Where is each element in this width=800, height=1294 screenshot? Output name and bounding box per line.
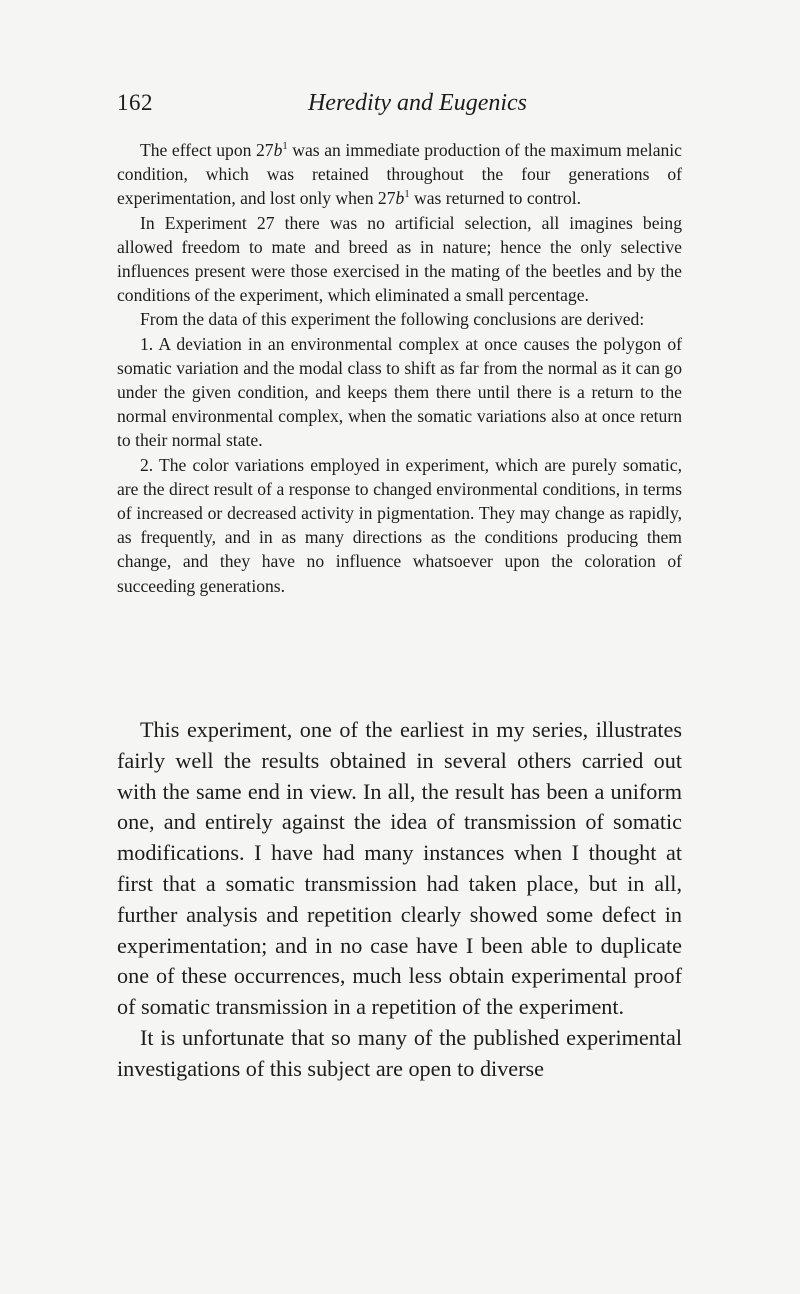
running-title: Heredity and Eugenics [307, 90, 528, 116]
text-block-small [117, 138, 682, 598]
page-header [117, 90, 682, 120]
paragraph: In Experiment 27 there was no artificial selection, all imagines being allowed freedom to mate and breed as in nature; hence the only selective influences present were those exercised in the mating of the beetles and by the conditions of the experiment, which eliminated a small percentage. [117, 212, 682, 306]
paragraph: This experiment, one of the earliest in my series, illustrates fairly well the results obtained in several others carried out with the same end in view. In all, the result has been a uniform one, and entirely against the idea of transmission of somatic modifications. I have had many instances when I thought at first that a somatic transmission had taken place, but in all, further analysis and repetition clearly showed some defect in experimentation; and in no case have I been able to duplicate one of these occurrences, much less obtain experimental proof of somatic transmission in a repetition of the experiment. [117, 717, 682, 1020]
page-number: 162 [117, 90, 153, 115]
conclusion-1: 1. A deviation in an environmental complex at once causes the polygon of somatic variation and the modal class to shift as far from the normal as it can go under the given condition, and keeps them there until there is a return to the normal environmental complex, when the somatic variations also at once return to their normal state. [117, 333, 682, 451]
text-block-large [117, 715, 682, 1085]
conclusion-2: 2. The color variations employed in experiment, which are purely somatic, are the direct result of a response to changed environmental conditions, in terms of increased or decreased activity in pigmentation. They may change as rapidly, as frequently, and in as many directions as the conditions producing them change, and they have no influence whatsoever upon the coloration of succeeding generations. [117, 454, 682, 596]
paragraph: It is unfortunate that so many of the published experimental investigations of this subject are open to diverse [117, 1024, 682, 1081]
paragraph: From the data of this experiment the following conclusions are derived: [140, 309, 645, 330]
paragraph: The effect upon $27b^1$ was an immediate production of the maximum melanic condition, which was retained throughout the four generations of experimentation, and lost only when $27b^1$ was returned to control. [117, 140, 682, 209]
